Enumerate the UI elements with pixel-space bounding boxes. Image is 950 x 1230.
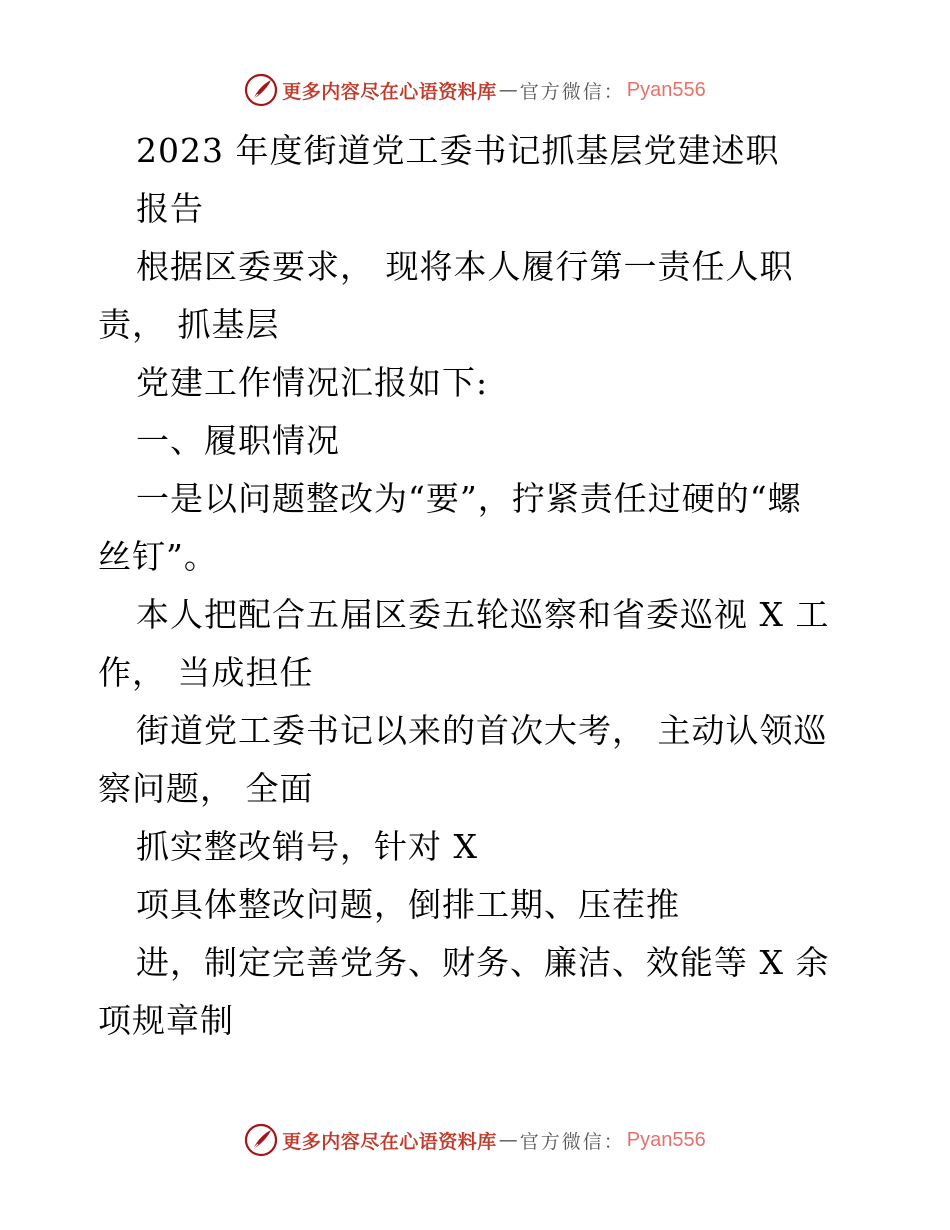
watermark-dash: — [498,1129,518,1151]
text-line: 一是以问题整改为“要”，拧紧责任过硬的“螺 [136,479,802,518]
footer-watermark [0,1122,950,1158]
text-line: 作， 当成担任 [98,653,314,692]
text-line: 察问题， 全面 [98,769,314,808]
watermark-handle: Pyan556 [626,78,706,101]
text-line: 责， 抓基层 [98,305,280,344]
watermark-dash: — [498,79,518,101]
text-line: 项具体整改问题，倒排工期、压茬推 [136,885,680,924]
watermark-official-label: 官方微信： [519,1130,625,1153]
text-line: 街道党工委书记以来的首次大考， 主动认领巡 [136,711,828,750]
text-line: 项规章制 [98,1001,234,1040]
text-line: 根据区委要求， 现将本人履行第一责任人职 [136,247,794,286]
text-line: 一、履职情况 [136,421,340,460]
feather-pen-logo-icon [244,73,278,107]
watermark-handle: Pyan556 [626,1128,706,1151]
text-line: 进，制定完善党务、财务、廉洁、效能等 X 余 [136,943,830,982]
watermark-text: 更多内容尽在心语资料库 [282,80,497,103]
text-line: 报告 [136,189,204,228]
watermark-official-label: 官方微信： [519,80,625,103]
feather-pen-logo-icon [244,1123,278,1157]
text-line: 抓实整改销号，针对 X [136,827,478,866]
text-line: 2023 年度街道党工委书记抓基层党建述职 [136,131,780,170]
text-line: 丝钉”。 [98,537,218,576]
watermark-text: 更多内容尽在心语资料库 [282,1130,497,1153]
text-line: 党建工作情况汇报如下: [136,363,489,402]
header-watermark [0,72,950,108]
text-line: 本人把配合五届区委五轮巡察和省委巡视 X 工 [136,595,830,634]
